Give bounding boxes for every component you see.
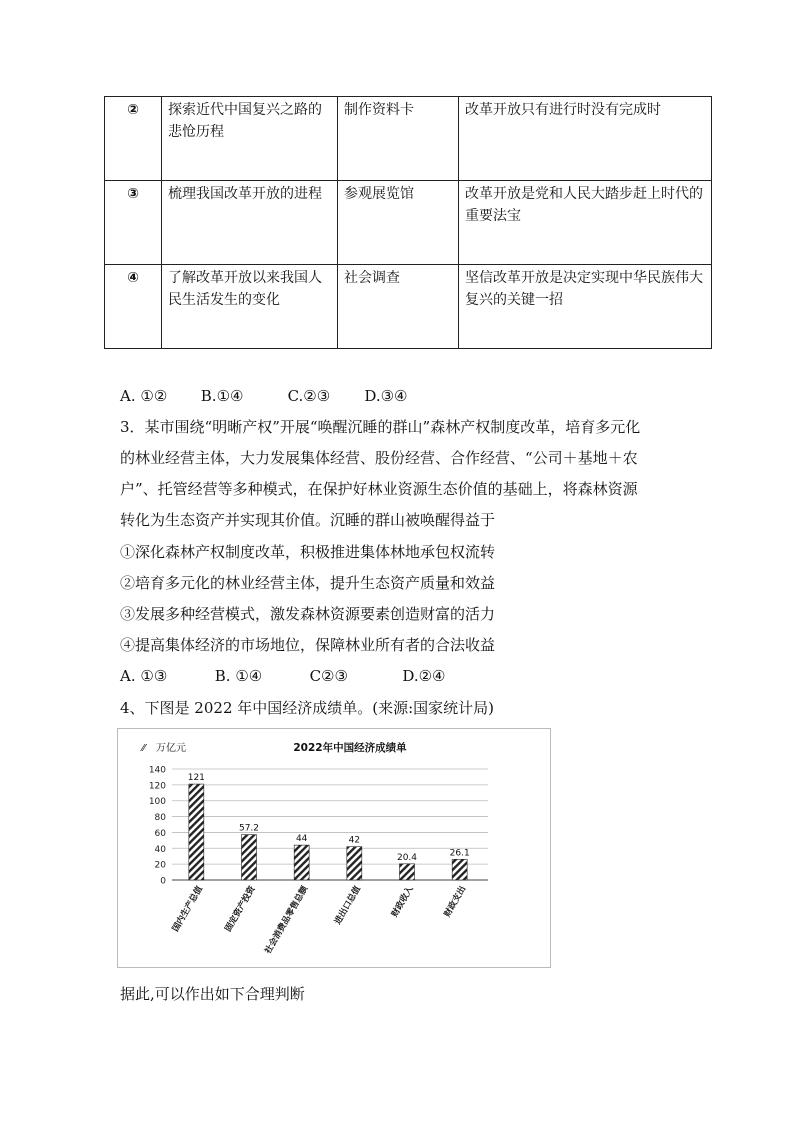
data-label: 42 bbox=[348, 835, 361, 846]
x-tick-label: 社会消费品零售总额 bbox=[263, 884, 311, 956]
bar bbox=[452, 859, 467, 880]
q3-stem-line: 转化为生态资产并实现其价值。沉睡的群山被唤醒得益于 bbox=[120, 511, 496, 529]
option-a: A. ①② bbox=[120, 387, 168, 405]
economy-bar-chart bbox=[117, 728, 551, 968]
y-tick-label: 40 bbox=[154, 844, 166, 855]
row-number: ② bbox=[105, 97, 162, 181]
data-label: 26.1 bbox=[449, 848, 470, 859]
q2-options bbox=[120, 384, 408, 408]
q3-item: ①深化森林产权制度改革，积极推进集体林地承包权流转 bbox=[120, 543, 496, 561]
row-conclusion: 改革开放是党和人民大踏步赶上时代的重要法宝 bbox=[459, 181, 712, 265]
y-tick-label: 60 bbox=[154, 828, 166, 839]
row-number: ④ bbox=[105, 265, 162, 349]
q4-after-text: 据此,可以作出如下合理判断 bbox=[120, 985, 305, 1003]
y-tick-label: 140 bbox=[148, 765, 166, 776]
data-label: 44 bbox=[295, 834, 308, 845]
y-tick-label: 0 bbox=[160, 876, 166, 887]
row-method: 制作资料卡 bbox=[338, 97, 459, 181]
q3-options bbox=[120, 664, 446, 688]
x-tick-label: 进出口总值 bbox=[333, 884, 363, 927]
chart-title: 2022年中国经济成绩单 bbox=[293, 742, 407, 754]
table-row bbox=[105, 265, 712, 349]
data-label: 57.2 bbox=[238, 823, 260, 834]
q3-item: ②培育多元化的林业经营主体，提升生态资产质量和效益 bbox=[120, 574, 496, 592]
bar bbox=[347, 847, 362, 880]
y-tick-label: 80 bbox=[154, 813, 166, 824]
row-topic: 探索近代中国复兴之路的悲怆历程 bbox=[162, 97, 338, 181]
option-d: D.③④ bbox=[364, 387, 408, 405]
data-label: 121 bbox=[187, 773, 205, 784]
row-number: ③ bbox=[105, 181, 162, 265]
y-tick-label: 120 bbox=[148, 781, 166, 792]
row-method: 参观展览馆 bbox=[338, 181, 459, 265]
x-tick-label: 财政收入 bbox=[389, 884, 416, 919]
x-tick-label: 国内生产总值 bbox=[170, 884, 205, 934]
chart-unit-label: 万亿元 bbox=[156, 743, 186, 754]
option-a: A. ①③ bbox=[120, 667, 168, 685]
row-conclusion: 坚信改革开放是决定实现中华民族伟大复兴的关键一招 bbox=[459, 265, 712, 349]
q3-stem-line: 的林业经营主体，大力发展集体经营、股份经营、合作经营、“公司＋基地＋农 bbox=[120, 449, 638, 467]
q3-item: ③发展多种经营模式，激发森林资源要素创造财富的活力 bbox=[120, 605, 496, 623]
q3-stem-line: 3．某市围绕“明晰产权”开展“唤醒沉睡的群山”森林产权制度改革，培育多元化 bbox=[120, 418, 641, 436]
bar bbox=[189, 784, 204, 880]
row-topic: 梳理我国改革开放的进程 bbox=[162, 181, 338, 265]
option-b: B. ①④ bbox=[214, 667, 263, 685]
y-tick-label: 20 bbox=[154, 860, 166, 871]
y-tick-label: 100 bbox=[148, 797, 166, 808]
option-c: C.②③ bbox=[287, 387, 331, 405]
activity-table bbox=[104, 96, 712, 349]
row-topic: 了解改革开放以来我国人民生活发生的变化 bbox=[162, 265, 338, 349]
q3-item: ④提高集体经济的市场地位，保障林业所有者的合法收益 bbox=[120, 636, 496, 654]
unit-icon: ⁄⁄ bbox=[142, 743, 146, 754]
bar bbox=[400, 864, 415, 880]
bar bbox=[242, 835, 257, 880]
table-row bbox=[105, 97, 712, 181]
chart-svg bbox=[118, 729, 550, 967]
option-c: C②③ bbox=[309, 667, 348, 685]
row-method: 社会调查 bbox=[338, 265, 459, 349]
table-row bbox=[105, 181, 712, 265]
bar bbox=[294, 845, 309, 880]
option-d: D.②④ bbox=[402, 667, 446, 685]
data-label: 20.4 bbox=[396, 852, 418, 863]
x-tick-label: 固定资产投资 bbox=[223, 884, 258, 934]
option-b: B.①④ bbox=[200, 387, 244, 405]
q3-stem-line: 户”、托管经营等多种模式，在保护好林业资源生态价值的基础上，将森林资源 bbox=[120, 480, 638, 498]
row-conclusion: 改革开放只有进行时没有完成时 bbox=[459, 97, 712, 181]
q4-stem: 4、下图是 2022 年中国经济成绩单。(来源:国家统计局) bbox=[120, 699, 495, 717]
x-tick-label: 财政支出 bbox=[442, 884, 469, 919]
